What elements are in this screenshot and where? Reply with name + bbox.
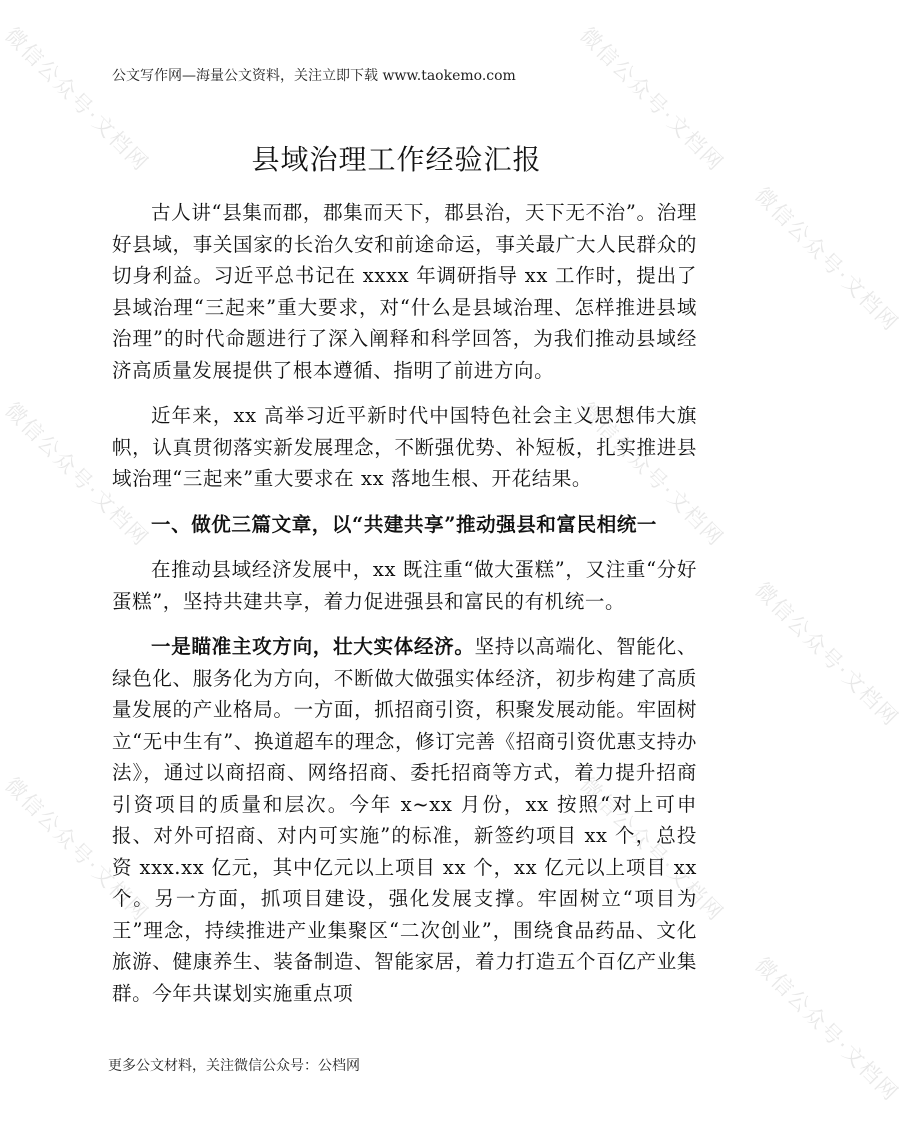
header-note: 公文写作网—海量公文资料，关注立即下载 www.taokemo.com	[112, 68, 516, 84]
watermark: 微信公众号·文档网	[750, 952, 904, 1107]
paragraph: 古人讲“县集而郡，郡集而天下，郡县治，天下无不治”。治理好县域，事关国家的长治久安和前途命运，事关最广大人民群众的切身利益。习近平总书记在 xxxx 年调研指导 xx 工作时，提出了县域治理“三起来”重大要求，对“什么是县域治理、怎样推进县域治理”的时代命题进行了深入阐释和科学回答，为我们推动县域经济高质量发展提供了根本遵循、指明了前进方向。	[112, 201, 697, 382]
paragraph	[112, 631, 697, 1009]
watermark: 微信公众号·文档网	[0, 22, 154, 177]
watermark: 微信公众号·文档网	[575, 22, 729, 177]
watermark: 微信公众号·文档网	[575, 772, 729, 927]
page-title: 县域治理工作经验汇报	[251, 143, 542, 176]
document-body	[112, 197, 697, 1009]
watermark: 微信公众号·文档网	[750, 182, 904, 337]
watermark: 微信公众号·文档网	[0, 397, 154, 552]
paragraph: 近年来，xx 高举习近平新时代中国特色社会主义思想伟大旗帜，认真贯彻落实新发展理念，不断强优势、补短板，扎实推进县域治理“三起来”重大要求在 xx 落地生根、开花结果。	[112, 404, 697, 490]
footer-note: 更多公文材料，关注微信公众号：公档网	[108, 1058, 360, 1074]
paragraph: 在推动县域经济发展中，xx 既注重“做大蛋糕”，又注重“分好蛋糕”，坚持共建共享，着力促进强县和富民的有机统一。	[112, 558, 697, 613]
paragraph-lead: 一是瞄准主攻方向，壮大实体经济。	[151, 635, 475, 658]
watermark: 微信公众号·文档网	[575, 397, 729, 552]
watermark: 微信公众号·文档网	[0, 772, 154, 927]
section-heading: 一、做优三篇文章，以“共建共享”推动强县和富民相统一	[151, 512, 658, 536]
paragraph-text: 坚持以高端化、智能化、绿色化、服务化为方向，不断做大做强实体经济，初步构建了高质量发展的产业格局。一方面，抓招商引资，积聚发展动能。牢固树立“无中生有”、换道超车的理念，修订完善《招商引资优惠支持办法》，通过以商招商、网络招商、委托招商等方式，着力提升招商引资项目的质量和层次。今年 x~xx 月份，xx 按照“对上可申报、对外可招商、对内可实施”的标准，新签约项目 xx 个，总投资 xxx.xx 亿元，其中亿元以上项目 xx 个，xx 亿元以上项目 xx 个。另一方面，抓项目建设，强化发展支撑。牢固树立“项目为王”理念，持续推进产业集聚区“二次创业”，围绕食品药品、文化旅游、健康养生、装备制造、智能家居，着力打造五个百亿产业集群。今年共谋划实施重点项	[112, 635, 697, 1005]
watermark: 微信公众号·文档网	[750, 577, 904, 732]
